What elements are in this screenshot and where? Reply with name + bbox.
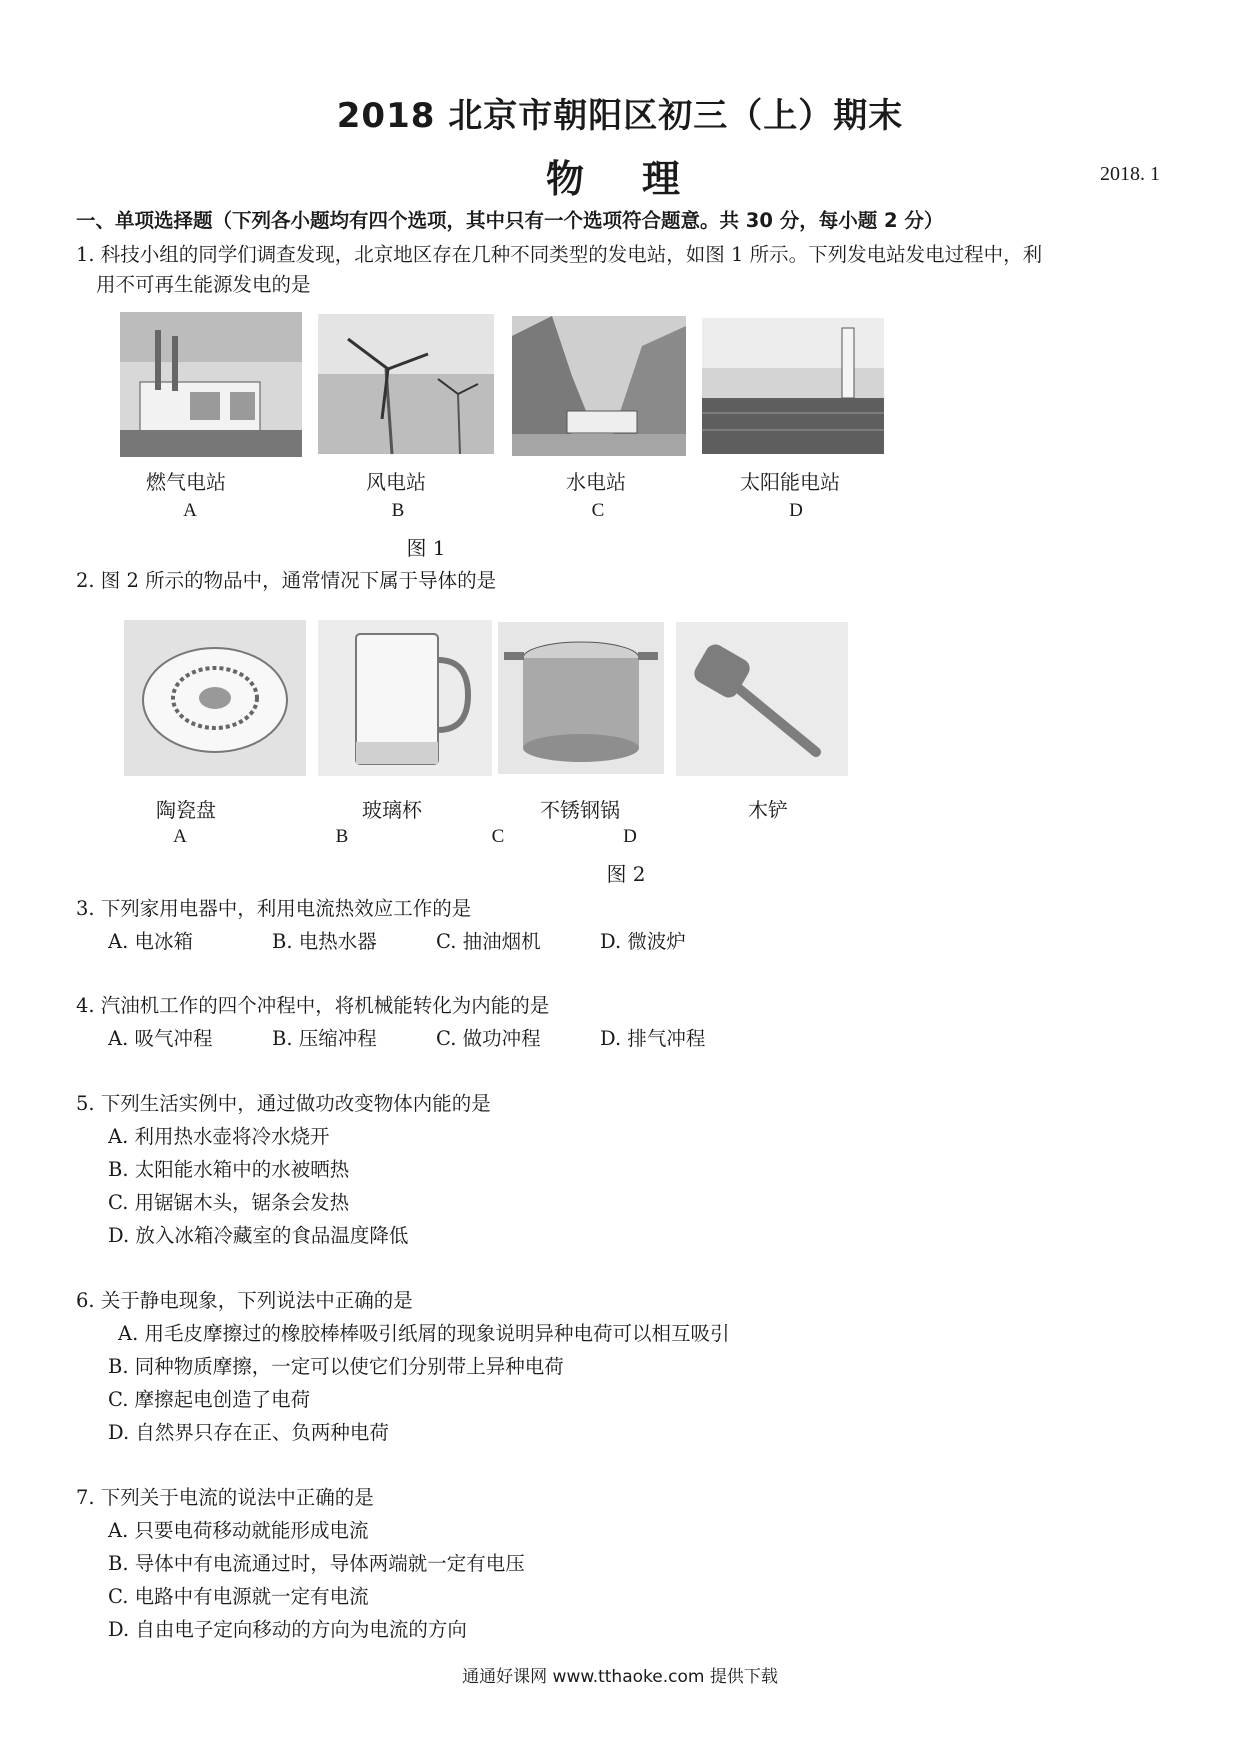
q7-option-b: B. 导体中有电流通过时，导体两端就一定有电压: [108, 1552, 525, 1575]
q4-option-a: A. 吸气冲程: [108, 1027, 213, 1050]
q2-caption-b: 玻璃杯: [362, 798, 422, 822]
q5-stem: 5. 下列生活实例中，通过做功改变物体内能的是: [76, 1092, 491, 1115]
subject-title: 物理: [546, 157, 739, 201]
exam-date: 2018. 1: [1100, 163, 1160, 185]
q3-option-c: C. 抽油烟机: [436, 930, 541, 953]
q2-letter-c: C: [491, 826, 505, 847]
q2-caption-a: 陶瓷盘: [156, 798, 216, 822]
q6-option-b: B. 同种物质摩擦，一定可以使它们分别带上异种电荷: [108, 1355, 564, 1378]
q2-letter-a: A: [173, 826, 187, 847]
q7-option-c: C. 电路中有电源就一定有电流: [108, 1585, 369, 1608]
q7-stem: 7. 下列关于电流的说法中正确的是: [76, 1486, 374, 1509]
q6-option-c: C. 摩擦起电创造了电荷: [108, 1388, 311, 1411]
q3-options: [108, 929, 686, 955]
q4-option-b: B. 压缩冲程: [272, 1027, 377, 1050]
solar-power-station-image: [702, 318, 884, 454]
q2-letter-b: B: [335, 826, 349, 847]
q5-option-b: B. 太阳能水箱中的水被晒热: [108, 1158, 350, 1181]
gas-power-station-image: [120, 312, 302, 457]
q1-letter-b: B: [391, 500, 405, 521]
figure-2-label: 图 2: [606, 862, 646, 886]
q1-stem-line1: 1. 科技小组的同学们调查发现，北京地区存在几种不同类型的发电站，如图 1 所示。下列发电站发电过程中，利: [76, 243, 1043, 266]
q7-option-d: D. 自由电子定向移动的方向为电流的方向: [108, 1618, 467, 1641]
wooden-spatula-image: [676, 622, 848, 776]
q3-option-b: B. 电热水器: [272, 930, 377, 953]
footer-source: 通通好课网 www.tthaoke.com 提供下载: [462, 1667, 778, 1687]
q1-letter-a: A: [183, 500, 197, 521]
q7-option-a: A. 只要电荷移动就能形成电流: [108, 1519, 369, 1542]
q4-option-d: D. 排气冲程: [600, 1027, 706, 1050]
q3-option-a: A. 电冰箱: [108, 930, 193, 953]
q2-caption-c: 不锈钢锅: [540, 798, 620, 822]
q5-option-c: C. 用锯锯木头，锯条会发热: [108, 1191, 350, 1214]
q6-option-d: D. 自然界只存在正、负两种电荷: [108, 1421, 389, 1444]
q6-stem: 6. 关于静电现象，下列说法中正确的是: [76, 1289, 413, 1312]
q1-letter-d: D: [789, 500, 803, 521]
q1-caption-a: 燃气电站: [146, 470, 226, 494]
q2-letter-d: D: [623, 826, 637, 847]
q6-option-a: A. 用毛皮摩擦过的橡胶棒棒吸引纸屑的现象说明异种电荷可以相互吸引: [118, 1322, 730, 1345]
q2-stem: 2. 图 2 所示的物品中，通常情况下属于导体的是: [76, 569, 497, 592]
q3-option-d: D. 微波炉: [600, 930, 686, 953]
q3-stem: 3. 下列家用电器中，利用电流热效应工作的是: [76, 897, 472, 920]
exam-title: 2018 北京市朝阳区初三（上）期末: [336, 96, 904, 136]
q1-caption-c: 水电站: [566, 470, 626, 494]
hydro-station-image: [512, 316, 686, 456]
q5-option-d: D. 放入冰箱冷藏室的食品温度降低: [108, 1224, 409, 1247]
q1-stem-line2: 用不可再生能源发电的是: [96, 273, 311, 296]
stainless-steel-pot-image: [498, 622, 664, 774]
q4-options: [108, 1026, 705, 1052]
q5-option-a: A. 利用热水壶将冷水烧开: [108, 1125, 330, 1148]
wind-farm-image: [318, 314, 494, 454]
q1-caption-b: 风电站: [366, 470, 426, 494]
glass-mug-image: [318, 620, 492, 776]
figure-1-label: 图 1: [406, 536, 446, 560]
ceramic-plate-image: [124, 620, 306, 776]
q1-letter-c: C: [591, 500, 605, 521]
q4-stem: 4. 汽油机工作的四个冲程中，将机械能转化为内能的是: [76, 994, 550, 1017]
q2-caption-d: 木铲: [748, 798, 788, 822]
q4-option-c: C. 做功冲程: [436, 1027, 541, 1050]
q1-caption-d: 太阳能电站: [740, 470, 840, 494]
section-heading: 一、单项选择题（下列各小题均有四个选项，其中只有一个选项符合题意。共 30 分，每小题 2 分）: [76, 209, 944, 232]
